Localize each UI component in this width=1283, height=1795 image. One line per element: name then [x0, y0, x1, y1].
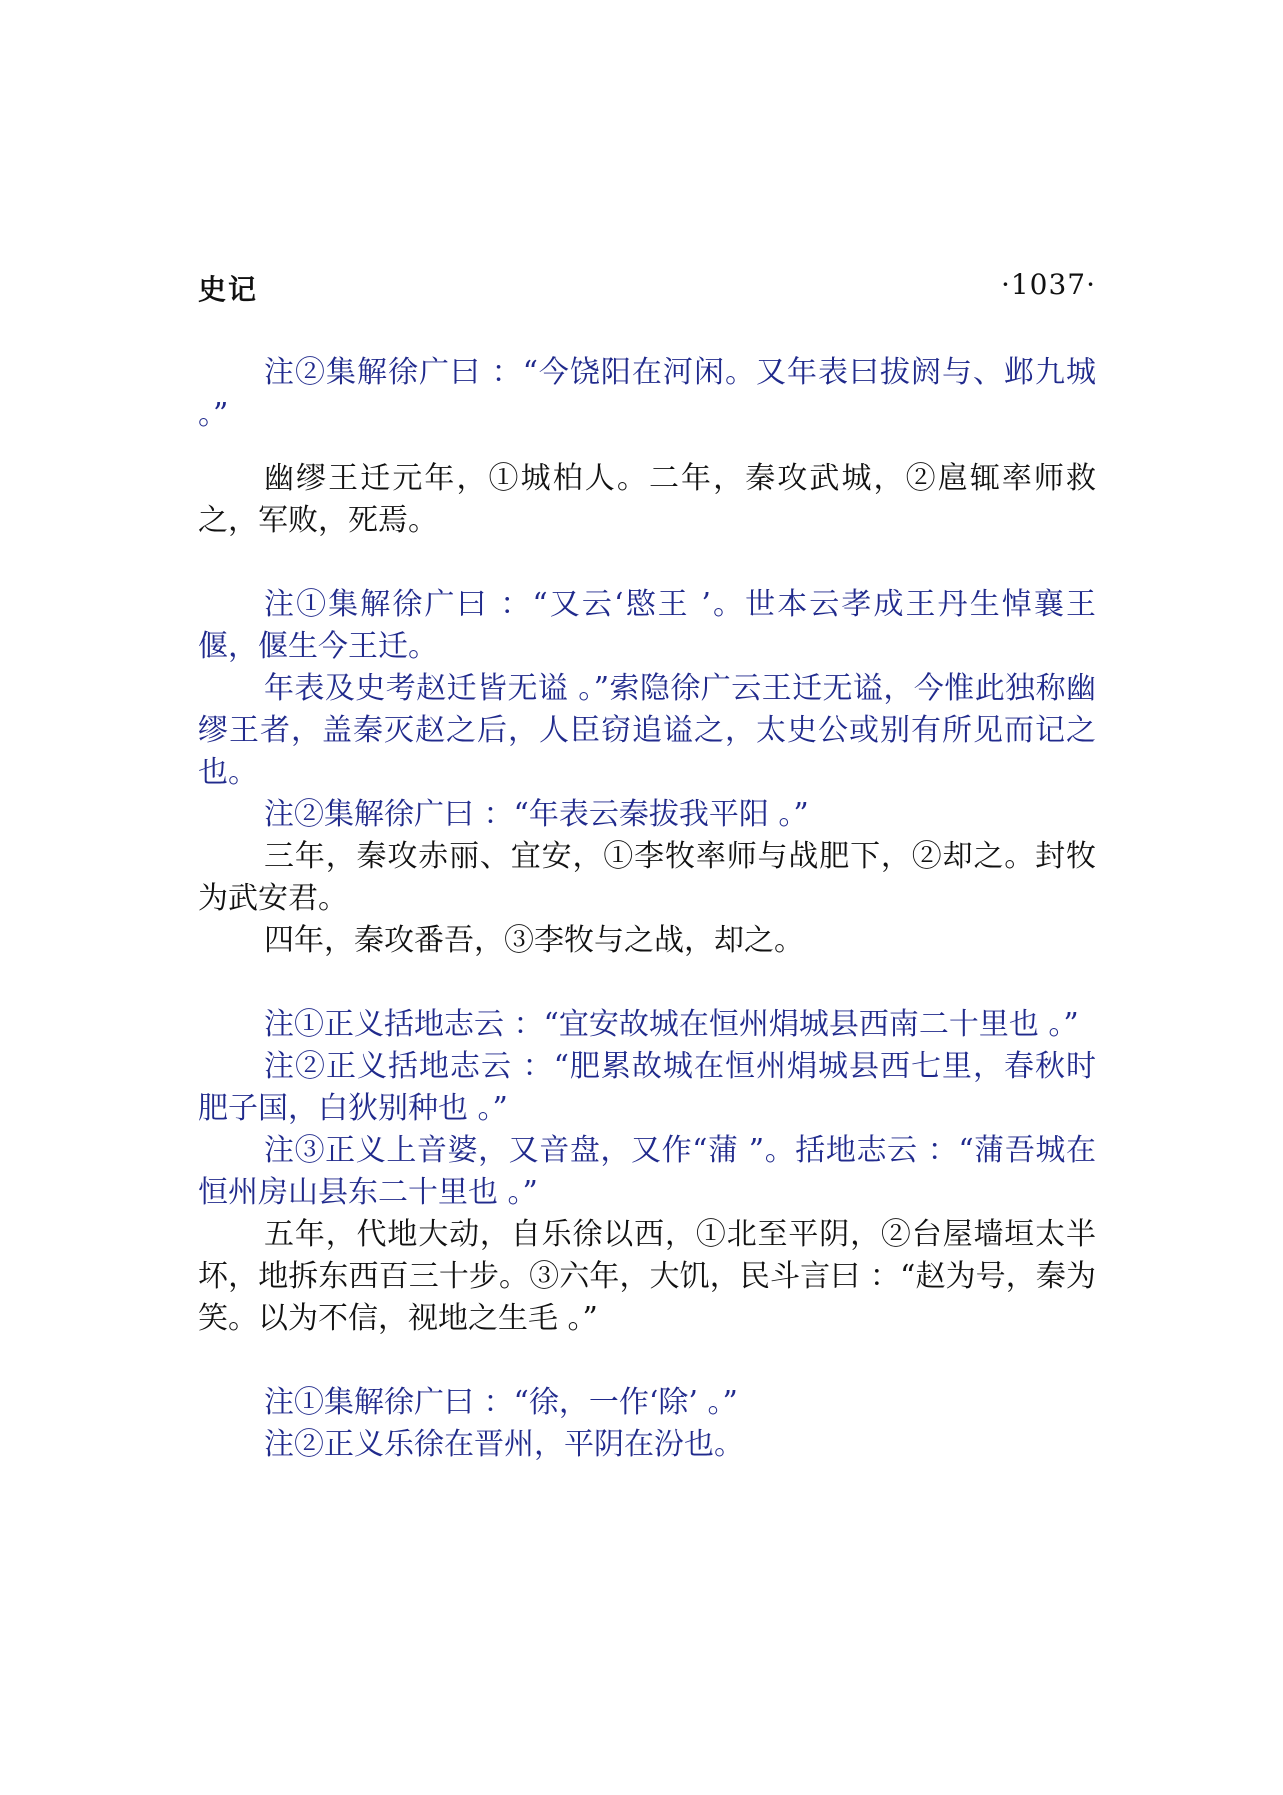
- running-header: [198, 268, 1096, 308]
- page-number: ·1037·: [1000, 268, 1096, 301]
- text-paragraph: 幽缪王迁元年，①城柏人。二年，秦攻武城，②扈辄率师救之，军败，死焉。: [198, 461, 1096, 538]
- text-paragraph: 五年，代地大动，自乐徐以西，①北至平阴，②台屋墙垣太半坏，地拆东西百三十步。③六年，大饥，民斗言曰 ：“赵为号，秦为笑。以为不信，视地之生毛 。”: [198, 1217, 1096, 1336]
- annotation-paragraph: 注②集解徐广曰 ：“今饶阳在河闲。又年表曰拔阏与、邺九城 。”: [198, 355, 1096, 432]
- book-title: 史记: [198, 273, 259, 306]
- annotation-paragraph: 注②正义括地志云 ：“肥累故城在恒州焆城县西七里，春秋时肥子国，白狄别种也 。”: [198, 1049, 1096, 1126]
- annotation-paragraph: 注②正义乐徐在晋州，平阴在汾也。: [264, 1427, 744, 1462]
- main-text: [198, 352, 1096, 1466]
- annotation-paragraph: 注①正义括地志云 ：“宜安故城在恒州焆城县西南二十里也 。”: [264, 1007, 1079, 1042]
- annotation-paragraph: 年表及史考赵迁皆无谥 。”索隐徐广云王迁无谥，今惟此独称幽缪王者，盖秦灭赵之后，人臣窃追谥之，太史公或别有所见而记之也。: [198, 671, 1096, 790]
- annotation-paragraph: 注①集解徐广曰 ：“又云‘愍王 ’。世本云孝成王丹生悼襄王偃，偃生今王迁。: [198, 587, 1096, 664]
- text-paragraph: 四年，秦攻番吾，③李牧与之战，却之。: [264, 923, 804, 958]
- annotation-paragraph: 注③正义上音婆，又音盘，又作“蒲 ”。括地志云 ：“蒲吾城在恒州房山县东二十里也 。”: [198, 1133, 1096, 1210]
- text-paragraph: 三年，秦攻赤丽、宜安，①李牧率师与战肥下，②却之。封牧为武安君。: [198, 839, 1096, 916]
- annotation-paragraph: 注②集解徐广曰 ：“年表云秦拔我平阳 。”: [264, 797, 809, 832]
- annotation-paragraph: 注①集解徐广曰 ：“徐，一作‘除’ 。”: [264, 1385, 738, 1420]
